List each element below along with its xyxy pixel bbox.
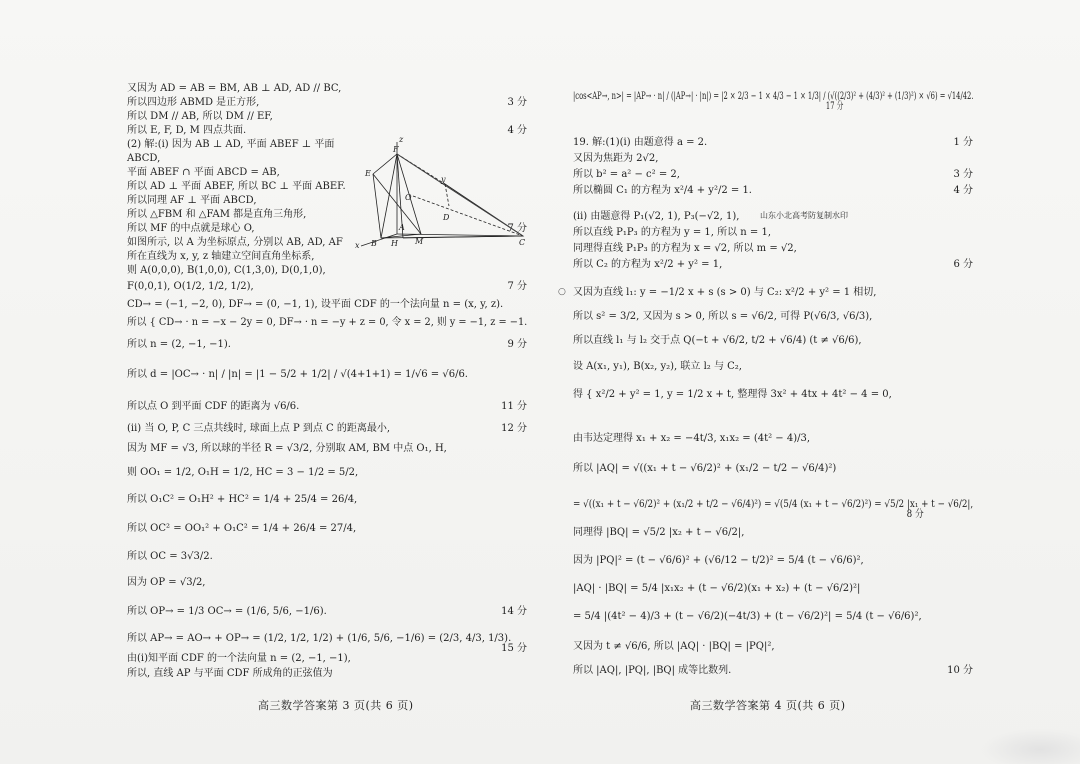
line-text: 因为 MF = √3, 所以球的半径 R = √3/2, 分别取 AM, BM 中点 O₁, H, <box>127 443 447 454</box>
line-text: 所以同理 AF ⊥ 平面 ABCD, <box>127 195 257 206</box>
solution-line <box>573 186 973 196</box>
line-text: |AQ| · |BQ| = 5/4 |x₁x₂ + (t − √6/2)(x₁ + x₂) + (t − √6/2)²| <box>573 583 861 594</box>
label-z: z <box>399 135 404 144</box>
line-text: 所以 { CD→ · n = −x − 2y = 0, DF→ · n = −y + z = 0, 令 x = 2, 则 y = −1, z = −1. <box>127 317 528 328</box>
solution-line <box>127 266 326 276</box>
solution-line <box>127 607 527 617</box>
line-text: 所以 C₂ 的方程为 x²/2 + y² = 1, <box>573 259 723 270</box>
solution-line <box>127 468 358 478</box>
line-text: (ⅱ) 由题意得 P₁(√2, 1), P₃(−√2, 1), <box>573 211 740 222</box>
label-c: C <box>519 238 526 247</box>
line-text: 则 A(0,0,0), B(1,0,0), C(1,3,0), D(0,1,0), <box>127 265 326 276</box>
line-text: 所以 OP→ = 1/3 OC→ = (1/6, 5/6, −1/6). <box>127 606 327 617</box>
line-text: 由韦达定理得 x₁ + x₂ = −4t/3, x₁x₂ = (4t² − 4)/3, <box>573 433 811 444</box>
line-text: 所以 |AQ| = √((x₁ + t − √6/2)² + (x₁/2 − t/2 − √6/4)²) <box>573 463 837 474</box>
margin-mark: ○ <box>558 287 566 297</box>
line-text: 所在直线为 x, y, z 轴建立空间直角坐标系, <box>127 251 315 262</box>
solution-line <box>127 424 527 434</box>
line-text: 所以四边形 ABMD 是正方形, <box>127 97 260 108</box>
line-text: 所以 d = |OC→ · n| / |n| = |1 − 5/2 + 1/2| / √(4+1+1) = 1/√6 = √6/6. <box>127 369 468 380</box>
solution-line <box>573 288 877 298</box>
solution-line <box>127 578 206 588</box>
line-text: 所以 AD ⊥ 平面 ABEF, 所以 BC ⊥ 平面 ABEF. <box>127 181 346 192</box>
line-text: CD→ = (−1, −2, 0), DF→ = (0, −1, 1), 设平面 CDF 的一个法向量 n = (x, y, z). <box>127 299 504 310</box>
solution-line <box>573 464 836 474</box>
solution-line <box>127 370 468 380</box>
score-mark: 11 分 <box>501 401 527 412</box>
score-mark: 14 分 <box>501 606 527 617</box>
right-footer: 高三数学答案第 4 页(共 6 页) <box>690 699 846 712</box>
line-text: 又因为直线 l₁: y = −1/2 x + s (s > 0) 与 C₂: x²/2 + y² = 1 相切, <box>573 287 877 298</box>
solution-line <box>573 434 810 444</box>
solution-line <box>127 444 447 454</box>
line-text: ABCD, <box>127 153 161 164</box>
solution-line <box>127 252 314 262</box>
label-a: A <box>399 223 405 232</box>
line-text: 所以 MF 的中点就是球心 O, <box>127 223 255 234</box>
line-text: 所以 E, F, D, M 四点共面. <box>127 125 247 136</box>
solution-line <box>573 244 797 254</box>
left-footer: 高三数学答案第 3 页(共 6 页) <box>258 699 414 712</box>
solution-line <box>127 495 357 505</box>
line-text: 因为 OP = √3/2, <box>127 577 206 588</box>
line-text: 19. 解:(1)(ⅰ) 由题意得 a = 2. <box>573 137 708 148</box>
watermark: 山东小北高考防复制水印 <box>760 211 848 220</box>
solution-line <box>573 154 658 164</box>
label-m: M <box>415 237 424 246</box>
line-text: 所以 AP→ = AO→ + OP→ = (1/2, 1/2, 1/2) + (1/6, 5/6, −1/6) = (2/3, 4/3, 1/3). <box>127 633 512 644</box>
solution-line <box>127 196 257 206</box>
solution-line <box>127 182 346 192</box>
line-text: 所以直线 l₁ 与 l₂ 交于点 Q(−t + √6/2, t/2 + √6/4) (t ≠ √6/6), <box>573 335 862 346</box>
solution-line <box>127 552 213 562</box>
solution-line <box>127 238 343 248</box>
geometry-figure <box>353 134 528 249</box>
score-mark: 3 分 <box>507 97 527 108</box>
line-text: 所以, 直线 AP 与平面 CDF 所成角的正弦值为 <box>127 668 333 679</box>
label-e: E <box>365 169 371 178</box>
label-h: H <box>391 239 398 248</box>
solution-line <box>573 170 973 180</box>
solution-line <box>127 84 341 94</box>
solution-line <box>127 154 160 164</box>
solution-line <box>127 168 280 178</box>
solution-line <box>573 584 860 594</box>
score-mark: 12 分 <box>501 423 527 434</box>
solution-line <box>573 528 744 538</box>
label-b: B <box>371 239 377 248</box>
line-text: 得 { x²/2 + y² = 1, y = 1/2 x + t, 整理得 3x² + 4tx + 4t² − 4 = 0, <box>573 389 892 400</box>
line-text: 所以 DM // AB, 所以 DM // EF, <box>127 111 273 122</box>
solution-line <box>573 556 864 566</box>
solution-line <box>127 402 527 412</box>
line-text: |cos<AP→, n>| = |AP→ · n| / (|AP→| · |n|) = |2 × 2/3 − 1 × 4/3 − 1 × 1/3| / (√((2/3)² + (4/3)² + (1/3)²) × √6) = √14/42. <box>573 91 974 102</box>
score-mark: 7 分 <box>507 281 527 292</box>
line-text: 同理得 |BQ| = √5/2 |x₂ + t − √6/2|, <box>573 527 745 538</box>
line-text: 又因为 t ≠ √6/6, 所以 |AQ| · |BQ| = |PQ|², <box>573 641 775 652</box>
score-mark: 4 分 <box>507 125 527 136</box>
score-mark: 17 分 <box>825 101 844 112</box>
line-text: 同理得直线 P₁P₃ 的方程为 x = √2, 所以 m = √2, <box>573 243 797 254</box>
label-o: O <box>405 193 412 202</box>
line-text: = √((x₁ + t − √6/2)² + (x₁/2 + t/2 − √6/4)²) = √(5/4 (x₁ + t − √6/2)²) = √5/2 |x₁ + t − √6/2|, <box>573 499 974 510</box>
solution-line <box>127 524 356 534</box>
solution-line <box>127 634 527 654</box>
solution-line <box>127 318 527 328</box>
line-text: 所以 O₁C² = O₁H² + HC² = 1/4 + 25/4 = 26/4, <box>127 494 358 505</box>
label-d: D <box>443 213 450 222</box>
line-text: = 5/4 |(4t² − 4)/3 + (t − √6/2)(−4t/3) + (t − √6/2)²| = 5/4 (t − √6/6)², <box>573 611 922 622</box>
solution-line <box>573 499 974 520</box>
solution-line <box>573 312 872 322</box>
score-mark: 1 分 <box>953 137 973 148</box>
score-mark: 9 分 <box>507 339 527 350</box>
solution-line <box>573 228 771 238</box>
corner-blur <box>980 728 1080 764</box>
line-text: 所以点 O 到平面 CDF 的距离为 √6/6. <box>127 401 300 412</box>
line-text: 因为 |PQ|² = (t − √6/6)² + (√6/12 − t/2)² = 5/4 (t − √6/6)², <box>573 555 864 566</box>
solution-line <box>127 654 351 664</box>
line-text: (2) 解:(ⅰ) 因为 AB ⊥ AD, 平面 ABEF ⊥ 平面 <box>127 139 335 150</box>
solution-line <box>573 362 742 372</box>
solution-line <box>127 300 503 310</box>
right-page <box>573 72 974 676</box>
line-text: 又因为 AD = AB = BM, AB ⊥ AD, AD // BC, <box>127 83 342 94</box>
solution-line <box>573 212 739 222</box>
solution-line <box>573 91 974 112</box>
solution-line <box>127 340 527 350</box>
solution-line <box>573 138 973 148</box>
line-text: 所以椭圆 C₁ 的方程为 x²/4 + y²/2 = 1. <box>573 185 752 196</box>
line-text: 所以 b² = a² − c² = 2, <box>573 169 680 180</box>
line-text: 所以 |AQ|, |PQ|, |BQ| 成等比数列. <box>573 665 732 676</box>
line-text: 平面 ABEF ∩ 平面 ABCD = AB, <box>127 167 280 178</box>
solution-line <box>127 282 527 292</box>
line-text: 所以 n = (2, −1, −1). <box>127 339 231 350</box>
solution-line <box>573 260 973 270</box>
line-text: 所以 OC = 3√3/2. <box>127 551 213 562</box>
line-text: 所以 s² = 3/2, 又因为 s > 0, 所以 s = √6/2, 可得 P(√6/3, √6/3), <box>573 311 873 322</box>
score-mark: 4 分 <box>953 185 973 196</box>
score-mark: 10 分 <box>947 665 973 676</box>
solution-line <box>127 98 527 108</box>
line-text: 由(ⅰ)知平面 CDF 的一个法向量 n = (2, −1, −1), <box>127 653 351 664</box>
label-y: y <box>441 175 446 184</box>
score-mark: 8 分 <box>906 509 924 520</box>
score-mark: 3 分 <box>953 169 973 180</box>
solution-line <box>573 612 922 622</box>
solution-line <box>127 669 333 679</box>
line-text: 则 OO₁ = 1/2, O₁H = 1/2, HC = 3 − 1/2 = 5/2, <box>127 467 359 478</box>
solution-line <box>573 336 862 346</box>
solution-line <box>573 642 775 652</box>
line-text: 所以 OC² = OO₁² + O₁C² = 1/4 + 26/4 = 27/4, <box>127 523 357 534</box>
line-text: 设 A(x₁, y₁), B(x₂, y₂), 联立 l₂ 与 C₂, <box>573 361 742 372</box>
solution-line <box>573 666 973 676</box>
score-mark: 6 分 <box>953 259 973 270</box>
label-f: F <box>393 145 399 154</box>
line-text: (ⅱ) 当 O, P, C 三点共线时, 球面上点 P 到点 C 的距离最小, <box>127 423 391 434</box>
line-text: 所以 △FBM 和 △FAM 都是直角三角形, <box>127 209 307 220</box>
score-mark: 15 分 <box>501 643 527 654</box>
line-text: 所以直线 P₁P₃ 的方程为 y = 1, 所以 n = 1, <box>573 227 772 238</box>
solution-line <box>573 390 892 400</box>
solution-line <box>127 140 334 150</box>
solution-line <box>127 112 273 122</box>
line-text: 如图所示, 以 A 为坐标原点, 分别以 AB, AD, AF <box>127 237 343 248</box>
score-mark: 7 分 <box>507 223 527 234</box>
solution-line <box>127 210 306 220</box>
line-text: 又因为焦距为 2√2, <box>573 153 659 164</box>
line-text: F(0,0,1), O(1/2, 1/2, 1/2), <box>127 281 254 292</box>
label-x: x <box>355 241 360 249</box>
